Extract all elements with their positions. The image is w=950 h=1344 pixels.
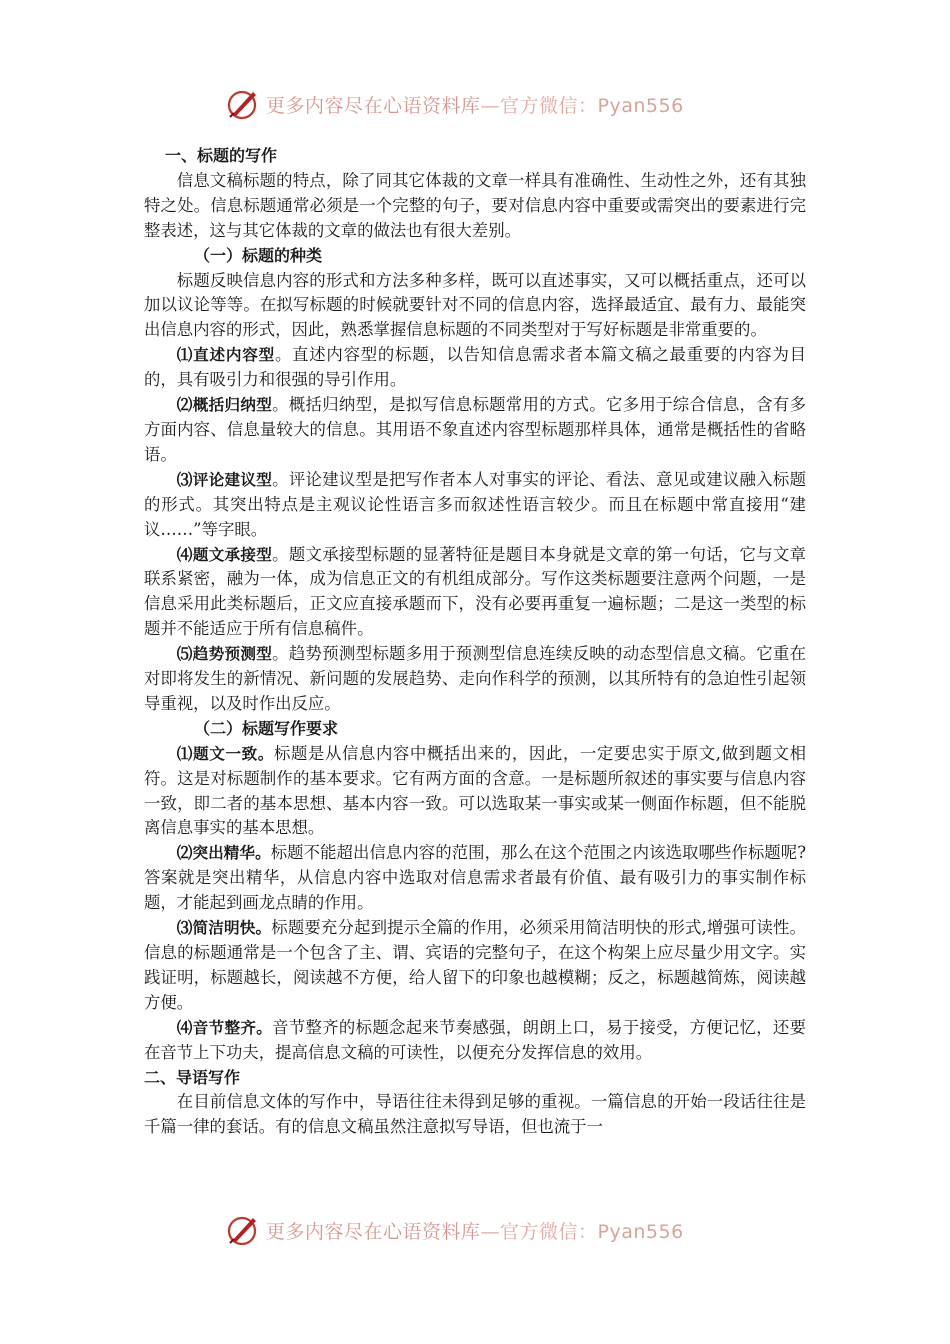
req-paragraph (144, 916, 806, 1016)
req-lead: ⑴题文一致。 (176, 744, 274, 763)
req-lead: ⑷音节整齐。 (176, 1018, 273, 1037)
req-paragraph (144, 1016, 806, 1066)
req-text: 标题是从信息内容中概括出来的，因此，一定要忠实于原文,做到题文相符。这是对标题制作的基本要求。它有两方面的含意。一是标题所叙述的事实要与信息内容一致，即二者的基本思想、基本内容一致。可以选取某一事实或某一侧面作标题，但不能脱离信息事实的基本思想。 (144, 743, 806, 838)
req-lead: ⑵突出精华。 (176, 844, 271, 863)
quill-logo-icon (226, 1213, 260, 1247)
banner-dash: — (480, 94, 501, 117)
paragraph: 信息文稿标题的特点，除了同其它体裁的文章一样具有准确性、生动性之外，还有其独特之处。信息标题通常必须是一个完整的句子，要对信息内容中重要或需突出的要素进行完整表述，这与其它体裁的文章的做法也有很大差别。 (144, 170, 806, 240)
type-text: 。题文承接型标题的显著特征是题目本身就是文章的第一句话，它与文章联系紧密，融为一体，成为信息正文的有机组成部分。写作这类标题要注意两个问题，一是信息采用此类标题后，正文应直接承题而下，没有必要再重复一遍标题；二是这一类型的标题并不能适应于所有信息稿件。 (144, 544, 806, 639)
banner-wechat-id: Pyan556 (597, 1220, 684, 1243)
section-heading: 二、导语写作 (144, 1067, 241, 1087)
type-lead: ⑷题文承接型 (176, 545, 273, 564)
banner-brand: 更多内容尽在心语资料库 (266, 94, 481, 117)
type-text: 。直述内容型的标题，以告知信息需求者本篇文稿之最重要的内容为目的，具有吸引力和很强的导引作用。 (144, 345, 806, 390)
footer-banner (226, 1210, 746, 1250)
type-paragraph (144, 468, 806, 543)
banner-text (266, 91, 684, 118)
banner-brand: 更多内容尽在心语资料库 (266, 1220, 481, 1243)
type-paragraph (144, 543, 806, 643)
req-text: 音节整齐的标题念起来节奏感强，朗朗上口，易于接受，方便记忆，还要在音节上下功夫，提高信息文稿的可读性，以便充分发挥信息的效用。 (144, 1017, 806, 1062)
type-paragraph (144, 642, 806, 717)
section-heading: 一、标题的写作 (165, 146, 278, 165)
paragraph: 标题反映信息内容的形式和方法多种多样，既可以直述事实，又可以概括重点，还可以加以议论等等。在拟写标题的时候就要针对不同的信息内容，选择最适宜、最有力、最能突出信息内容的形式，因此，熟悉掌握信息标题的不同类型对于写好标题是非常重要的。 (144, 270, 806, 340)
banner-wechat-label: 官方微信： (500, 94, 598, 117)
type-lead: ⑴直述内容型 (176, 346, 275, 365)
header-banner (226, 84, 746, 124)
req-text: 标题不能超出信息内容的范围，那么在这个范围之内该选取哪些作标题呢?答案就是突出精华，从信息内容中选取对信息需求者最有价值、最有吸引力的事实制作标题，才能起到画龙点睛的作用。 (144, 843, 806, 913)
banner-dash: — (480, 1220, 501, 1243)
banner-wechat-label: 官方微信： (500, 1220, 598, 1243)
quill-logo-icon (226, 87, 260, 121)
subsection-heading: （二）标题写作要求 (194, 718, 339, 738)
type-paragraph (144, 343, 806, 393)
req-text: 标题要充分起到提示全篇的作用，必须采用简洁明快的形式,增强可读性。信息的标题通常是一个包含了主、谓、宾语的完整句子，在这个构架上应尽量少用文字。实践证明，标题越长，阅读越不方便，给人留下的印象也越模糊；反之，标题越简炼，阅读越方便。 (144, 918, 806, 1012)
req-lead: ⑶简洁明快。 (176, 919, 272, 938)
document-body (144, 144, 806, 1140)
banner-wechat-id: Pyan556 (597, 94, 684, 117)
type-paragraph (144, 393, 806, 468)
type-text: 。概括归纳型，是拟写信息标题常用的方式。它多用于综合信息，含有多方面内容、信息量较大的信息。其用语不象直述内容型标题那样具体，通常是概括性的省略语。 (144, 395, 806, 464)
subsection-heading: （一）标题的种类 (194, 245, 323, 265)
req-paragraph (144, 742, 806, 842)
type-lead: ⑸趋势预测型 (176, 645, 273, 664)
type-text: 。趋势预测型标题多用于预测型信息连续反映的动态型信息文稿。它重在对即将发生的新情况、新问题的发展趋势、走向作科学的预测，以其所特有的急迫性引起领导重视，以及时作出反应。 (144, 644, 806, 713)
paragraph: 在目前信息文体的写作中，导语往往未得到足够的重视。一篇信息的开始一段话往往是千篇一律的套话。有的信息文稿虽然注意拟写导语，但也流于一 (144, 1092, 806, 1137)
req-paragraph (144, 841, 806, 916)
type-lead: ⑵概括归纳型 (176, 396, 273, 415)
banner-text (266, 1217, 684, 1244)
type-text: 。评论建议型是把写作者本人对事实的评论、看法、意见或建议融入标题的形式。其突出特点是主观议论性语言多而叙述性语言较少。而且在标题中常直接用“建议……”等字眼。 (144, 469, 806, 539)
type-lead: ⑶评论建议型 (176, 470, 273, 489)
